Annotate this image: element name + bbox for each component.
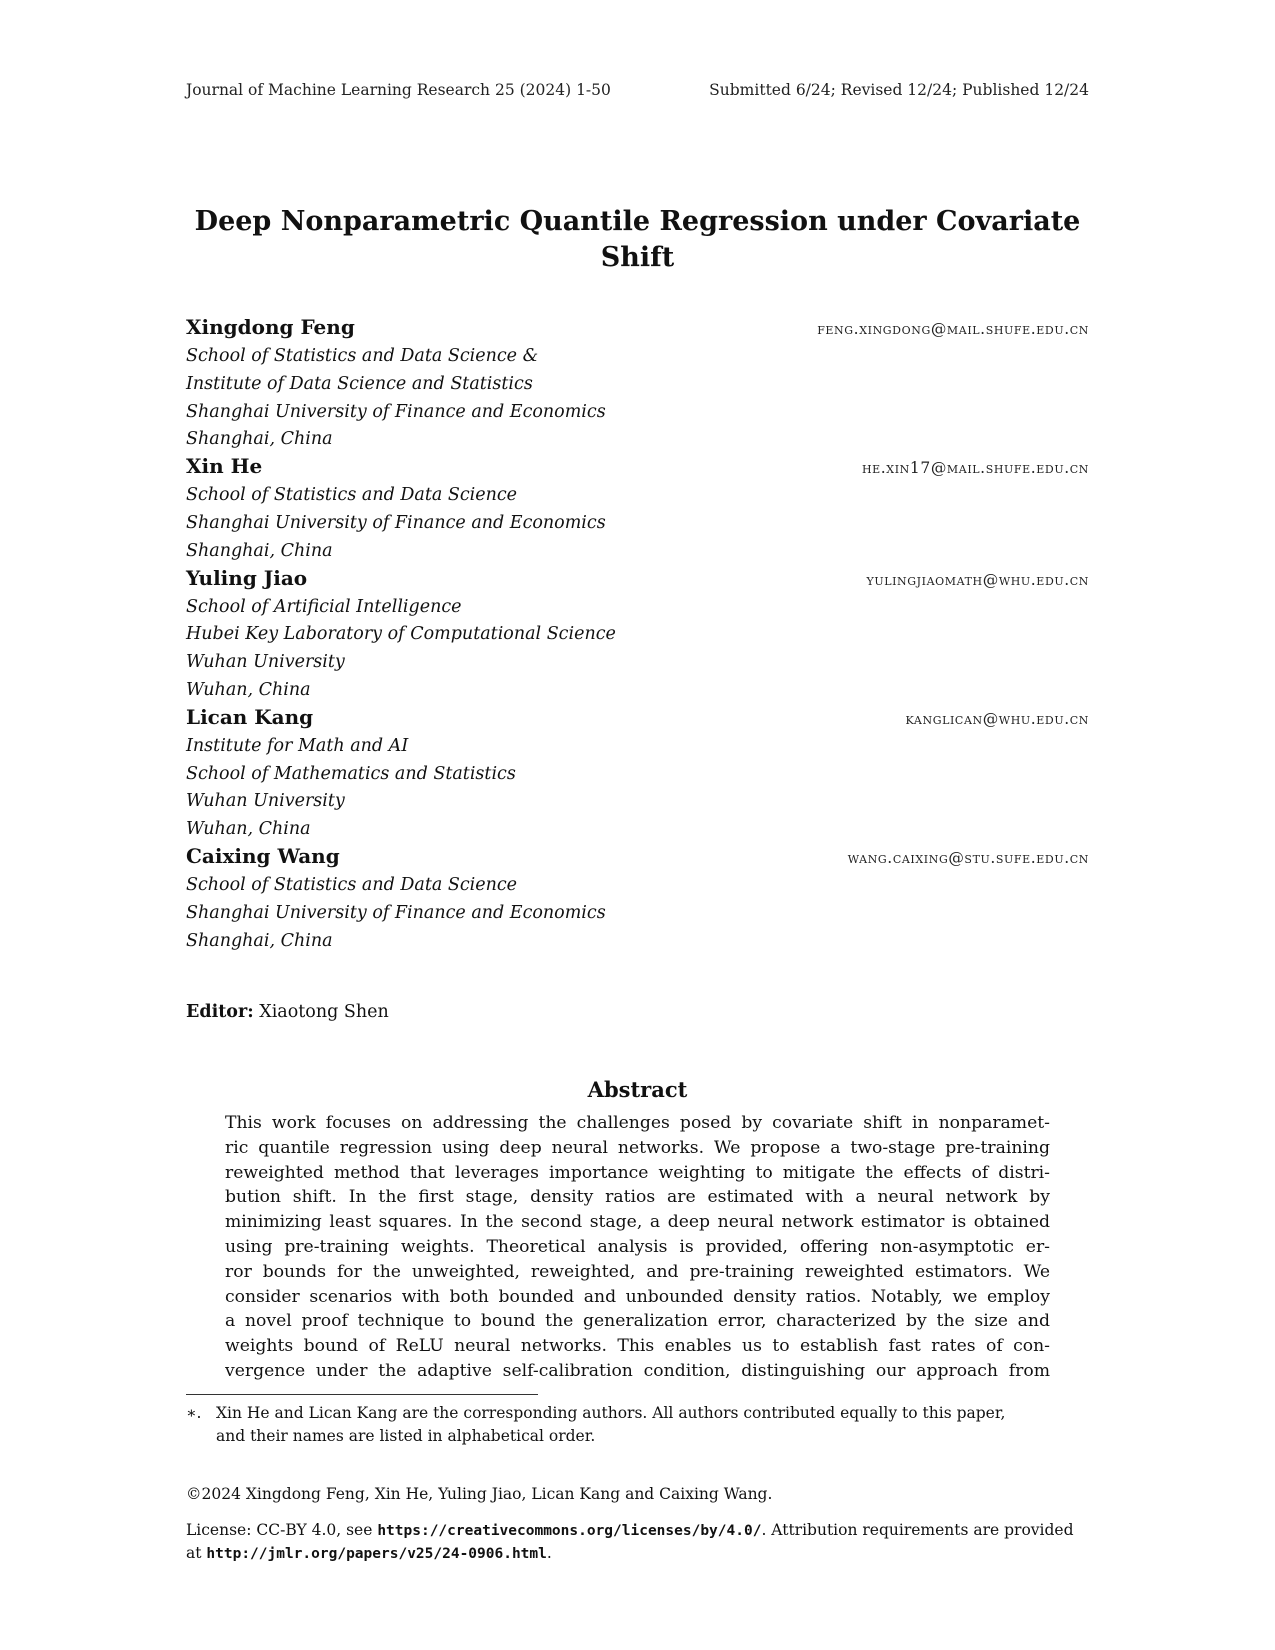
author-name: Xin He: [186, 454, 263, 479]
abstract-line: using pre-training weights. Theoretical analysis is provided, offering non-asymptotic er-: [225, 1236, 1050, 1257]
footnote-text-line-2: and their names are listed in alphabetical order.: [216, 1427, 596, 1445]
author-name: Xingdong Feng: [186, 315, 355, 339]
author-block: [186, 454, 1089, 565]
abstract-line: reweighted method that leverages importance weighting to mitigate the effects of distri-: [225, 1162, 1050, 1183]
journal-citation: Journal of Machine Learning Research 25 (2024) 1-50: [186, 81, 611, 99]
abstract-line: ror bounds for the unweighted, reweighted, and pre-training reweighted estimators. We: [225, 1261, 1050, 1282]
affiliation-line: Wuhan, China: [186, 679, 311, 700]
author-email[interactable]: wang.caixing@stu.sufe.edu.cn: [847, 848, 1089, 867]
footnote-mark: ∗.: [186, 1404, 202, 1422]
editor-name: Xiaotong Shen: [259, 1002, 389, 1022]
editor-label: Editor:: [186, 1002, 254, 1022]
footnote-rule: [186, 1394, 538, 1395]
affiliation-line: Wuhan, China: [186, 819, 311, 840]
abstract-line: vergence under the adaptive self-calibration condition, distinguishing our approach from: [225, 1360, 1050, 1381]
footnote: [186, 1402, 1089, 1448]
affiliation-line: Shanghai University of Finance and Economics: [186, 902, 606, 923]
abstract-line: a novel proof technique to bound the generalization error, characterized by the size and: [225, 1311, 1050, 1332]
affiliation-line: Shanghai, China: [186, 540, 333, 561]
license-prefix: License: CC-BY 4.0, see: [186, 1521, 378, 1539]
title-line-2: Shift: [600, 242, 675, 273]
author-name: Caixing Wang: [186, 843, 340, 868]
affiliation-line: Shanghai University of Finance and Economics: [186, 401, 606, 422]
author-block: [186, 315, 1089, 454]
affiliation-line: Wuhan University: [186, 791, 345, 812]
license-url-link[interactable]: https://creativecommons.org/licenses/by/4.0/: [377, 1523, 762, 1539]
license-at: at: [186, 1544, 207, 1562]
running-header: [186, 81, 1089, 99]
author-name: Lican Kang: [186, 704, 314, 729]
affiliation-line: Shanghai, China: [186, 930, 333, 951]
affiliation-line: Hubei Key Laboratory of Computational Science: [186, 624, 616, 645]
abstract-line: ric quantile regression using deep neural networks. We propose a two-stage pre-training: [225, 1137, 1050, 1158]
author-email[interactable]: yulingjiaomath@whu.edu.cn: [866, 570, 1089, 589]
license-end: .: [546, 1544, 552, 1562]
author-block: [186, 566, 1089, 705]
paper-url-link[interactable]: http://jmlr.org/papers/v25/24-0906.html: [206, 1546, 547, 1562]
abstract-line: This work focuses on addressing the challenges posed by covariate shift in nonparamet-: [225, 1113, 1050, 1133]
affiliation-line: School of Mathematics and Statistics: [186, 763, 516, 784]
abstract-line: weights bound of ReLU neural networks. This enables us to establish fast rates of con-: [225, 1336, 1050, 1357]
affiliation-line: Shanghai University of Finance and Economics: [186, 512, 606, 533]
paper-title: [186, 204, 1089, 276]
author-block: [186, 705, 1089, 844]
affiliation-line: School of Artificial Intelligence: [186, 596, 462, 617]
footnote-text-line-1: Xin He and Lican Kang are the corresponding authors. All authors contributed equally to this paper,: [216, 1404, 1006, 1422]
license-attribution-text: . Attribution requirements are provided: [761, 1521, 1074, 1539]
abstract-line: consider scenarios with both bounded and unbounded density ratios. Notably, we employ: [225, 1286, 1050, 1307]
copyright-notice: ©2024 Xingdong Feng, Xin He, Yuling Jiao, Lican Kang and Caixing Wang.: [186, 1485, 773, 1503]
author-email[interactable]: kanglican@whu.edu.cn: [905, 709, 1089, 728]
affiliation-line: Institute for Math and AI: [186, 735, 409, 756]
affiliation-line: Wuhan University: [186, 652, 345, 673]
license-notice: [186, 1519, 1089, 1565]
author-list: [186, 315, 1089, 955]
author-email[interactable]: feng.xingdong@mail.shufe.edu.cn: [817, 320, 1089, 338]
author-name: Yuling Jiao: [186, 565, 308, 590]
affiliation-line: School of Statistics and Data Science: [186, 874, 518, 895]
affiliation-line: Institute of Data Science and Statistics: [186, 373, 533, 394]
affiliation-line: School of Statistics and Data Science: [186, 485, 518, 506]
author-email[interactable]: he.xin17@mail.shufe.edu.cn: [861, 459, 1089, 478]
editor-line: [186, 1002, 389, 1022]
abstract-heading: Abstract: [587, 1077, 688, 1102]
title-line-1: Deep Nonparametric Quantile Regression under Covariate: [194, 206, 1081, 237]
abstract-line: minimizing least squares. In the second stage, a deep neural network estimator is obtained: [225, 1212, 1050, 1233]
submission-dates: Submitted 6/24; Revised 12/24; Published 12/24: [709, 81, 1089, 99]
author-block: [186, 844, 1089, 955]
abstract-line: bution shift. In the first stage, density ratios are estimated with a neural network by: [225, 1187, 1050, 1208]
abstract-text: [225, 1111, 1050, 1384]
affiliation-line: School of Statistics and Data Science &: [186, 346, 539, 366]
affiliation-line: Shanghai, China: [186, 429, 333, 450]
